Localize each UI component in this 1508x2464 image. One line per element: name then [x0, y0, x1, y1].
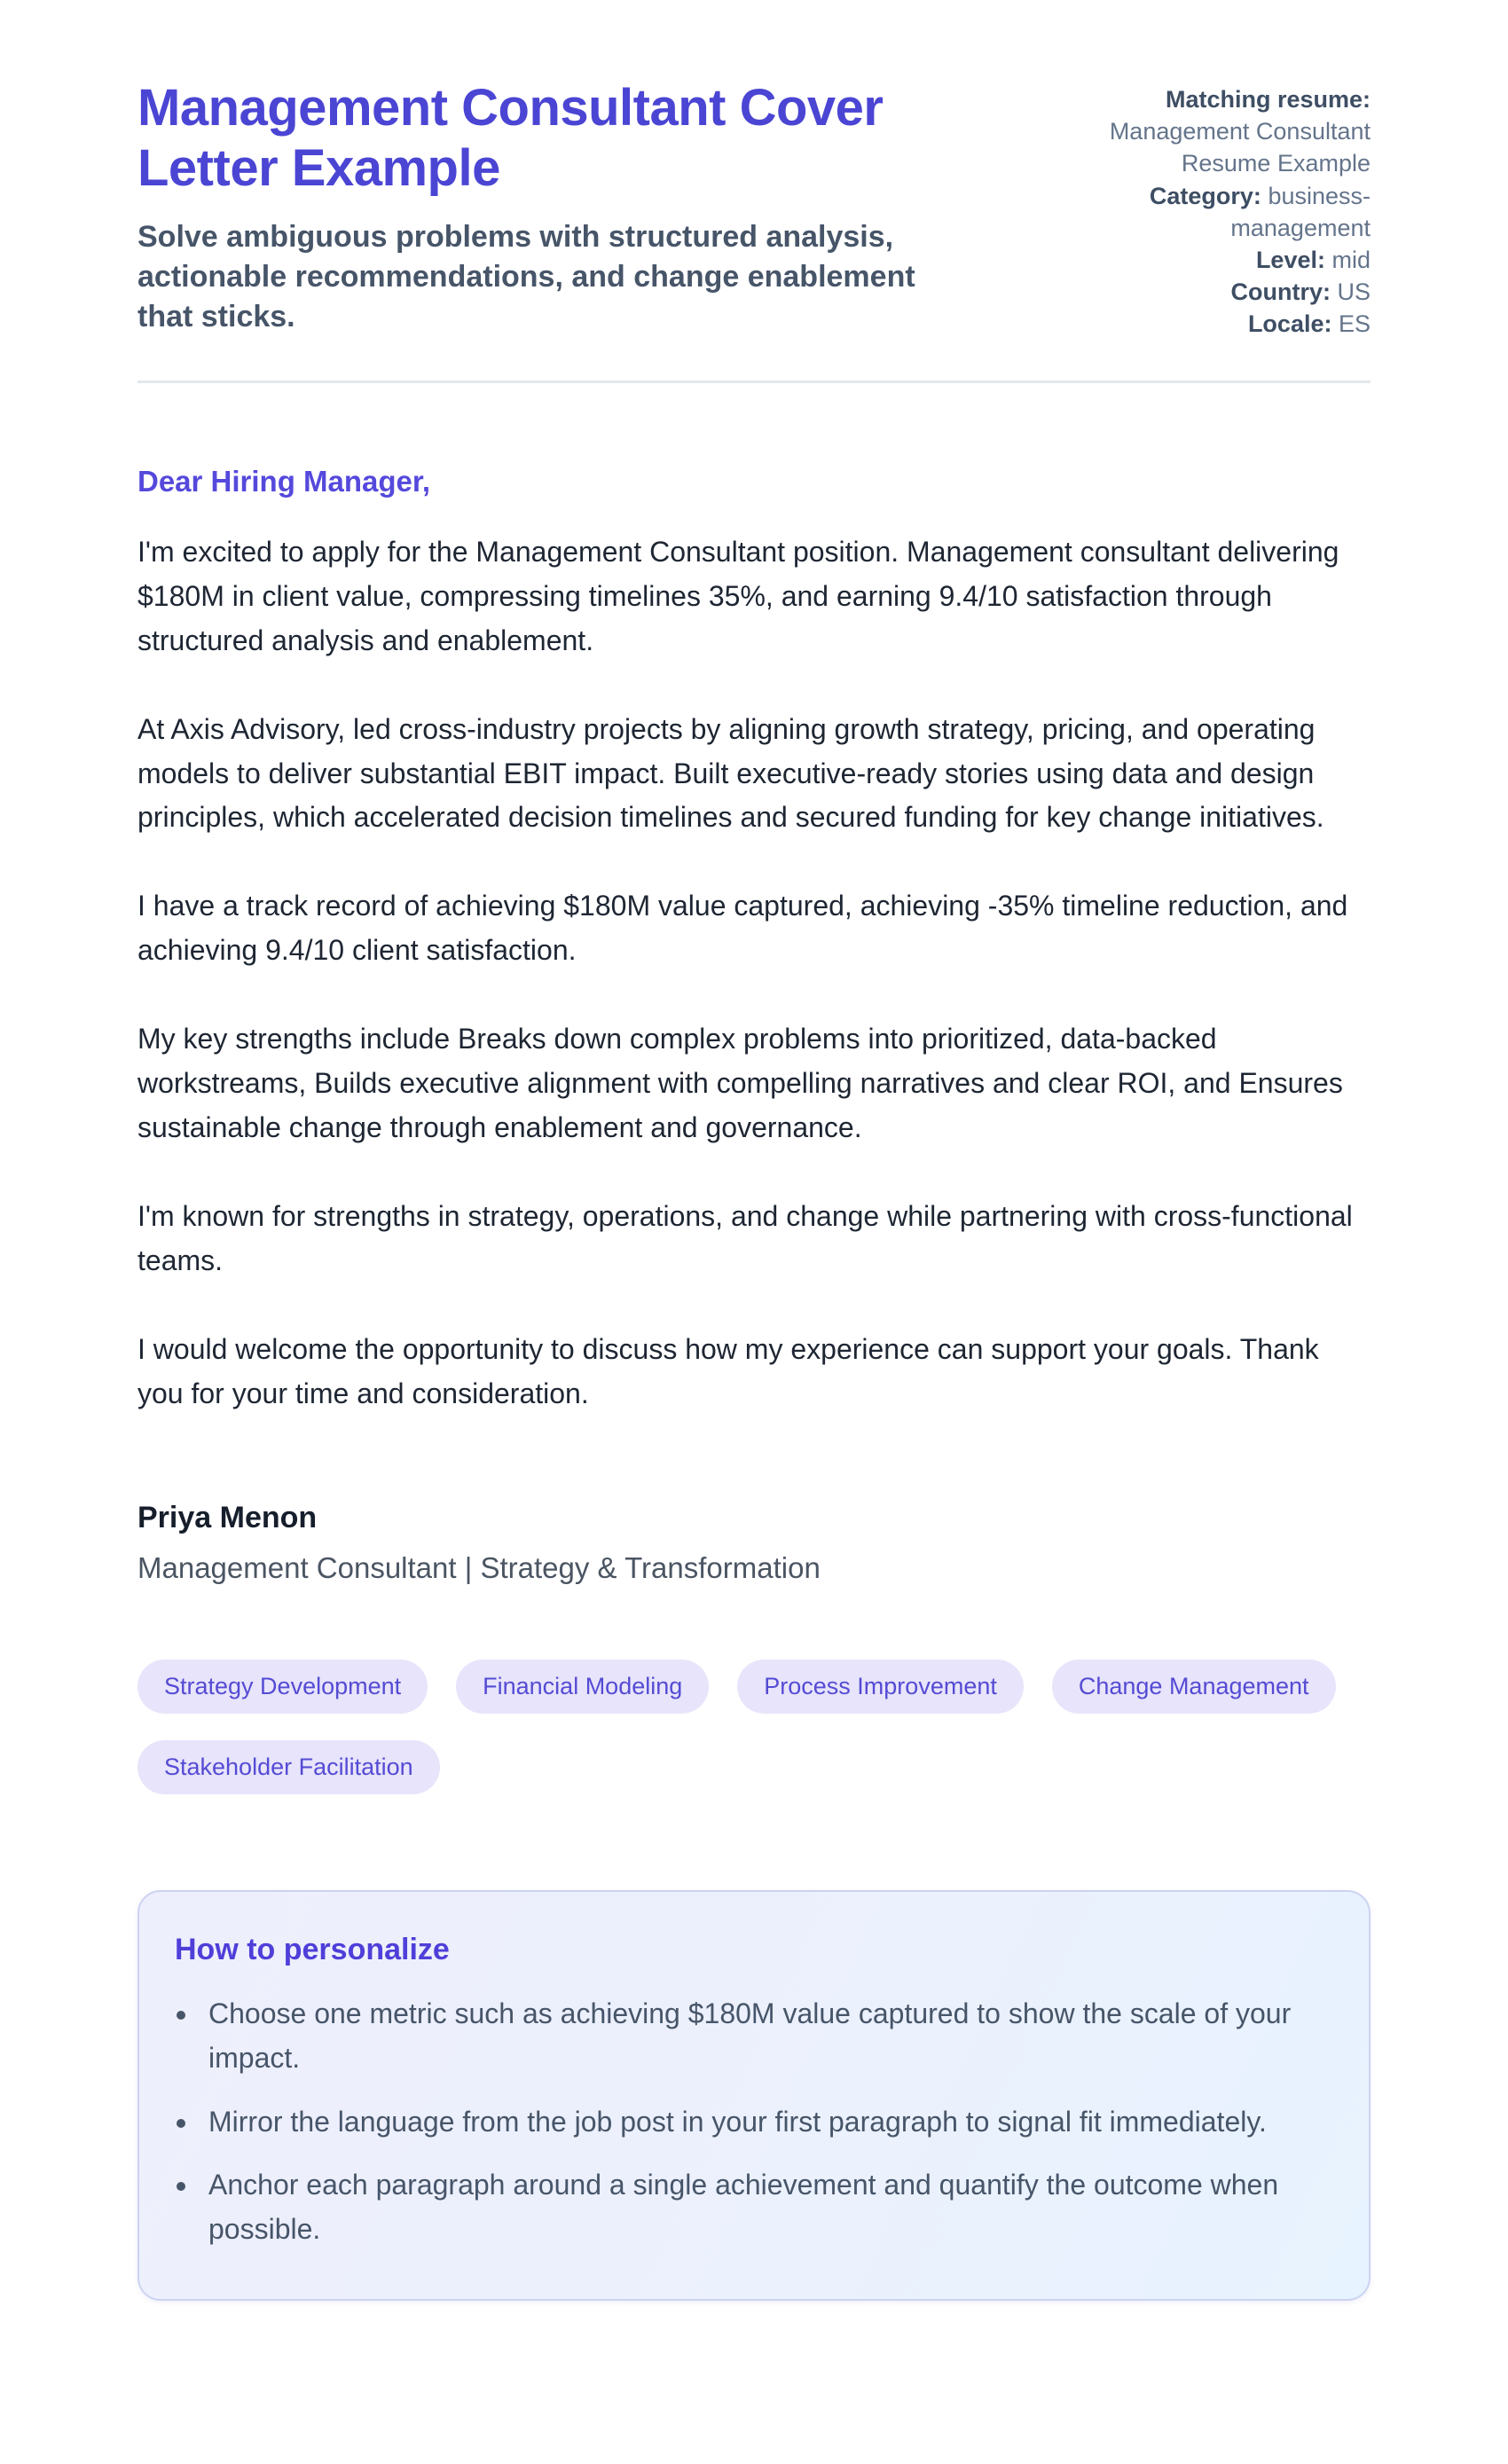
meta-item: Matching resume: Management Consultant Resume Example — [1109, 86, 1371, 177]
header-divider — [137, 381, 1371, 383]
meta-item: Category: business-management — [1149, 182, 1371, 241]
skill-tag-pill: Stakeholder Facilitation — [137, 1740, 440, 1794]
signature-block — [137, 1501, 1371, 1585]
meta-label: Locale: — [1247, 310, 1332, 338]
meta-item: Locale: ES — [1247, 310, 1371, 338]
meta-label: Category: — [1149, 182, 1261, 209]
letter-paragraph: At Axis Advisory, led cross-industry projects by aligning growth strategy, pricing, and operating models to deliver substantial EBIT impact. Built executive-ready stories using data and design principles, which accelerated decision timelines and secured funding for key change initiatives. — [137, 712, 1324, 834]
letter-body — [137, 530, 1371, 1416]
meta-label: Matching resume: — [1165, 86, 1371, 113]
personalize-tips — [175, 1992, 1319, 2251]
skill-tag-pill: Change Management — [1052, 1660, 1336, 1714]
page-header — [137, 78, 1371, 340]
title-block — [137, 78, 1060, 337]
letter-paragraph: My key strengths include Breaks down complex problems into prioritized, data-backed workstreams, Builds executive alignment with compelling narratives and clear ROI, and Ensures sustainable change through enablement and governance. — [137, 1023, 1343, 1143]
meta-item: Country: US — [1230, 279, 1371, 306]
letter-paragraph: I would welcome the opportunity to discuss how my experience can support your goals. Thank you for your time and consideration. — [137, 1332, 1319, 1409]
meta-item: Level: mid — [1255, 246, 1371, 273]
resume-meta — [1096, 78, 1371, 340]
personalize-tip: • Choose one metric such as achieving $180M value captured to show the scale of your impact. — [200, 1992, 1319, 2080]
page-subtitle: Solve ambiguous problems with structured analysis, actionable recommendations, and change enablement that sticks. — [137, 219, 915, 334]
signature-role: Management Consultant | Strategy & Transformation — [137, 1551, 821, 1585]
personalize-title: How to personalize — [175, 1933, 450, 1967]
skill-tags — [137, 1660, 1371, 1794]
letter-greeting: Dear Hiring Manager, — [137, 465, 431, 498]
personalize-tip: • Anchor each paragraph around a single achievement and quantify the outcome when possible. — [200, 2163, 1319, 2251]
personalize-tip: • Mirror the language from the job post in your first paragraph to signal fit immediately. — [200, 2100, 1319, 2145]
page-title: Management Consultant Cover Letter Example — [137, 79, 884, 198]
signature-name: Priya Menon — [137, 1501, 318, 1535]
personalize-box — [137, 1890, 1371, 2301]
skill-tag-pill: Process Improvement — [737, 1660, 1024, 1714]
meta-label: Level: — [1255, 246, 1325, 273]
letter-content — [137, 459, 1371, 1585]
skill-tag-pill: Strategy Development — [137, 1660, 428, 1714]
skill-tag-pill: Financial Modeling — [456, 1660, 709, 1714]
letter-paragraph: I'm known for strengths in strategy, operations, and change while partnering with cross-functional teams. — [137, 1199, 1353, 1276]
letter-paragraph: I'm excited to apply for the Management Consultant position. Management consultant delivering $180M in client value, compressing timelines 35%, and earning 9.4/10 satisfaction through structured analysis and enablement. — [137, 535, 1339, 656]
meta-label: Country: — [1230, 279, 1331, 306]
letter-paragraph: I have a track record of achieving $180M value captured, achieving -35% timeline reduction, and achieving 9.4/10 client satisfaction. — [137, 890, 1348, 967]
